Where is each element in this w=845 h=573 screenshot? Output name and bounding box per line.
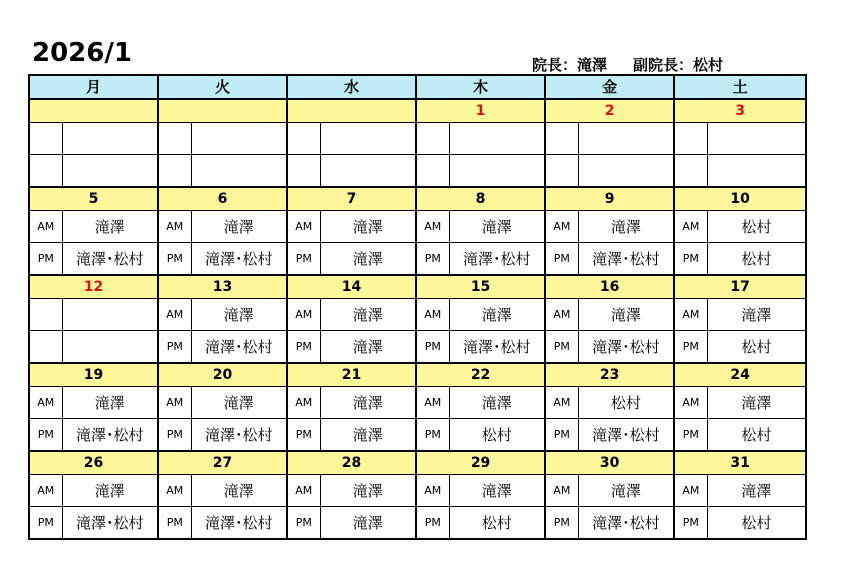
pm-label — [158, 154, 191, 186]
doctor-am: 滝澤 — [320, 475, 416, 507]
am-label: AM — [416, 475, 449, 507]
am-label: AM — [545, 211, 578, 243]
am-label: AM — [674, 299, 707, 331]
calendar-title: 2026/1 — [32, 38, 132, 68]
am-label: AM — [158, 475, 191, 507]
doctor-pm: 滝澤･松村 — [62, 242, 158, 274]
am-label: AM — [287, 299, 320, 331]
pm-label: PM — [674, 507, 707, 539]
date-cell: 16 — [545, 275, 674, 299]
pm-label: PM — [287, 330, 320, 362]
date-cell: 20 — [158, 363, 287, 387]
am-label: AM — [416, 211, 449, 243]
weekday-header: 水 — [287, 75, 416, 99]
pm-label — [287, 154, 320, 186]
date-cell: 15 — [416, 275, 545, 299]
doctor-am — [62, 299, 158, 331]
am-label: AM — [158, 387, 191, 419]
pm-label: PM — [416, 330, 449, 362]
doctor-pm: 滝澤･松村 — [578, 242, 674, 274]
pm-label: PM — [158, 242, 191, 274]
doctor-pm: 滝澤･松村 — [191, 507, 287, 539]
am-row — [29, 387, 806, 419]
doctor-pm — [707, 154, 806, 186]
date-row — [29, 451, 806, 475]
doctor-am: 滝澤 — [578, 475, 674, 507]
doctor-am: 滝澤 — [449, 211, 545, 243]
weekday-header: 火 — [158, 75, 287, 99]
date-row — [29, 187, 806, 211]
pm-label: PM — [287, 242, 320, 274]
am-label: AM — [29, 387, 62, 419]
pm-label: PM — [158, 507, 191, 539]
doctor-pm: 滝澤･松村 — [191, 419, 287, 451]
doctor-am: 滝澤 — [191, 211, 287, 243]
doctor-pm: 滝澤･松村 — [62, 507, 158, 539]
am-label — [29, 299, 62, 331]
date-cell: 5 — [29, 187, 158, 211]
pm-label: PM — [29, 419, 62, 451]
pm-label: PM — [158, 330, 191, 362]
weekday-header: 土 — [674, 75, 806, 99]
doctor-am: 滝澤 — [578, 211, 674, 243]
pm-label: PM — [416, 507, 449, 539]
pm-row — [29, 330, 806, 362]
am-label: AM — [29, 211, 62, 243]
doctor-pm: 滝澤･松村 — [578, 507, 674, 539]
am-label — [158, 123, 191, 155]
date-cell — [158, 99, 287, 123]
doctor-am: 滝澤 — [578, 299, 674, 331]
pm-label: PM — [674, 419, 707, 451]
doctor-am — [62, 123, 158, 155]
date-cell — [29, 99, 158, 123]
pm-label — [29, 330, 62, 362]
doctor-pm: 松村 — [449, 507, 545, 539]
doctor-pm — [320, 154, 416, 186]
doctor-am: 松村 — [707, 211, 806, 243]
date-cell: 14 — [287, 275, 416, 299]
am-label — [545, 123, 578, 155]
doctor-pm: 滝澤･松村 — [449, 330, 545, 362]
date-cell: 29 — [416, 451, 545, 475]
doctor-pm: 滝澤 — [320, 419, 416, 451]
date-cell: 17 — [674, 275, 806, 299]
doctor-am: 滝澤 — [62, 475, 158, 507]
date-cell: 6 — [158, 187, 287, 211]
date-cell: 13 — [158, 275, 287, 299]
doctor-pm — [62, 330, 158, 362]
doctor-am: 滝澤 — [191, 387, 287, 419]
doctor-am: 滝澤 — [707, 475, 806, 507]
date-cell: 28 — [287, 451, 416, 475]
pm-label: PM — [29, 242, 62, 274]
doctor-am — [707, 123, 806, 155]
date-row — [29, 363, 806, 387]
pm-label: PM — [545, 330, 578, 362]
doctor-am: 滝澤 — [320, 211, 416, 243]
pm-label: PM — [674, 330, 707, 362]
doctor-am — [578, 123, 674, 155]
weekday-header: 金 — [545, 75, 674, 99]
doctor-pm: 松村 — [707, 330, 806, 362]
doctor-am — [191, 123, 287, 155]
doctor-am: 滝澤 — [707, 387, 806, 419]
pm-label — [29, 154, 62, 186]
pm-label — [416, 154, 449, 186]
doctor-am: 滝澤 — [191, 299, 287, 331]
date-cell: 10 — [674, 187, 806, 211]
date-cell: 24 — [674, 363, 806, 387]
date-cell: 26 — [29, 451, 158, 475]
pm-label: PM — [287, 507, 320, 539]
am-label — [29, 123, 62, 155]
date-row — [29, 275, 806, 299]
am-label: AM — [158, 299, 191, 331]
pm-label: PM — [416, 419, 449, 451]
doctor-pm: 滝澤･松村 — [191, 242, 287, 274]
am-label — [674, 123, 707, 155]
staff-info — [532, 54, 723, 75]
doctor-pm: 松村 — [707, 419, 806, 451]
director-label: 院長：滝澤 — [532, 56, 608, 74]
date-cell: 7 — [287, 187, 416, 211]
am-label: AM — [545, 475, 578, 507]
pm-label: PM — [674, 242, 707, 274]
date-cell: 19 — [29, 363, 158, 387]
am-label: AM — [674, 211, 707, 243]
doctor-pm: 松村 — [707, 507, 806, 539]
doctor-pm: 滝澤 — [320, 507, 416, 539]
am-label — [287, 123, 320, 155]
weekday-header-row — [29, 75, 806, 99]
date-cell: 1 — [416, 99, 545, 123]
doctor-am: 滝澤 — [62, 387, 158, 419]
am-label: AM — [416, 387, 449, 419]
calendar-table — [28, 74, 807, 540]
date-cell: 23 — [545, 363, 674, 387]
pm-label — [545, 154, 578, 186]
doctor-pm — [62, 154, 158, 186]
date-cell: 30 — [545, 451, 674, 475]
doctor-am: 滝澤 — [320, 299, 416, 331]
pm-label: PM — [545, 242, 578, 274]
doctor-pm — [578, 154, 674, 186]
doctor-am — [449, 123, 545, 155]
date-cell: 12 — [29, 275, 158, 299]
pm-row — [29, 154, 806, 186]
doctor-am: 滝澤 — [449, 475, 545, 507]
date-cell: 2 — [545, 99, 674, 123]
vice-director-label: 副院長：松村 — [633, 56, 724, 74]
pm-label: PM — [545, 419, 578, 451]
doctor-pm: 滝澤 — [320, 330, 416, 362]
pm-row — [29, 419, 806, 451]
doctor-am: 滝澤 — [449, 387, 545, 419]
am-label: AM — [545, 387, 578, 419]
am-row — [29, 299, 806, 331]
weekday-header: 月 — [29, 75, 158, 99]
am-row — [29, 123, 806, 155]
doctor-am: 滝澤 — [62, 211, 158, 243]
am-label: AM — [674, 475, 707, 507]
date-cell: 9 — [545, 187, 674, 211]
doctor-am: 滝澤 — [320, 387, 416, 419]
am-label: AM — [29, 475, 62, 507]
am-label — [416, 123, 449, 155]
doctor-pm: 滝澤･松村 — [191, 330, 287, 362]
am-row — [29, 211, 806, 243]
doctor-am: 滝澤 — [191, 475, 287, 507]
date-cell: 8 — [416, 187, 545, 211]
date-cell: 31 — [674, 451, 806, 475]
date-row — [29, 99, 806, 123]
am-label: AM — [545, 299, 578, 331]
am-label: AM — [674, 387, 707, 419]
am-label: AM — [287, 387, 320, 419]
doctor-pm — [449, 154, 545, 186]
doctor-pm: 松村 — [707, 242, 806, 274]
pm-row — [29, 242, 806, 274]
doctor-pm: 滝澤･松村 — [62, 419, 158, 451]
date-cell: 21 — [287, 363, 416, 387]
pm-label: PM — [287, 419, 320, 451]
doctor-pm: 滝澤･松村 — [449, 242, 545, 274]
am-label: AM — [158, 211, 191, 243]
doctor-pm: 松村 — [449, 419, 545, 451]
pm-label: PM — [545, 507, 578, 539]
doctor-am: 滝澤 — [707, 299, 806, 331]
pm-label: PM — [158, 419, 191, 451]
date-cell: 27 — [158, 451, 287, 475]
doctor-pm — [191, 154, 287, 186]
doctor-pm: 滝澤･松村 — [578, 419, 674, 451]
doctor-am: 滝澤 — [449, 299, 545, 331]
doctor-pm: 滝澤･松村 — [578, 330, 674, 362]
pm-label — [674, 154, 707, 186]
doctor-am: 松村 — [578, 387, 674, 419]
date-cell — [287, 99, 416, 123]
date-cell: 3 — [674, 99, 806, 123]
am-label: AM — [416, 299, 449, 331]
am-label: AM — [287, 475, 320, 507]
am-row — [29, 475, 806, 507]
pm-row — [29, 507, 806, 539]
am-label: AM — [287, 211, 320, 243]
pm-label: PM — [29, 507, 62, 539]
weekday-header: 木 — [416, 75, 545, 99]
pm-label: PM — [416, 242, 449, 274]
date-cell: 22 — [416, 363, 545, 387]
doctor-pm: 滝澤 — [320, 242, 416, 274]
doctor-am — [320, 123, 416, 155]
